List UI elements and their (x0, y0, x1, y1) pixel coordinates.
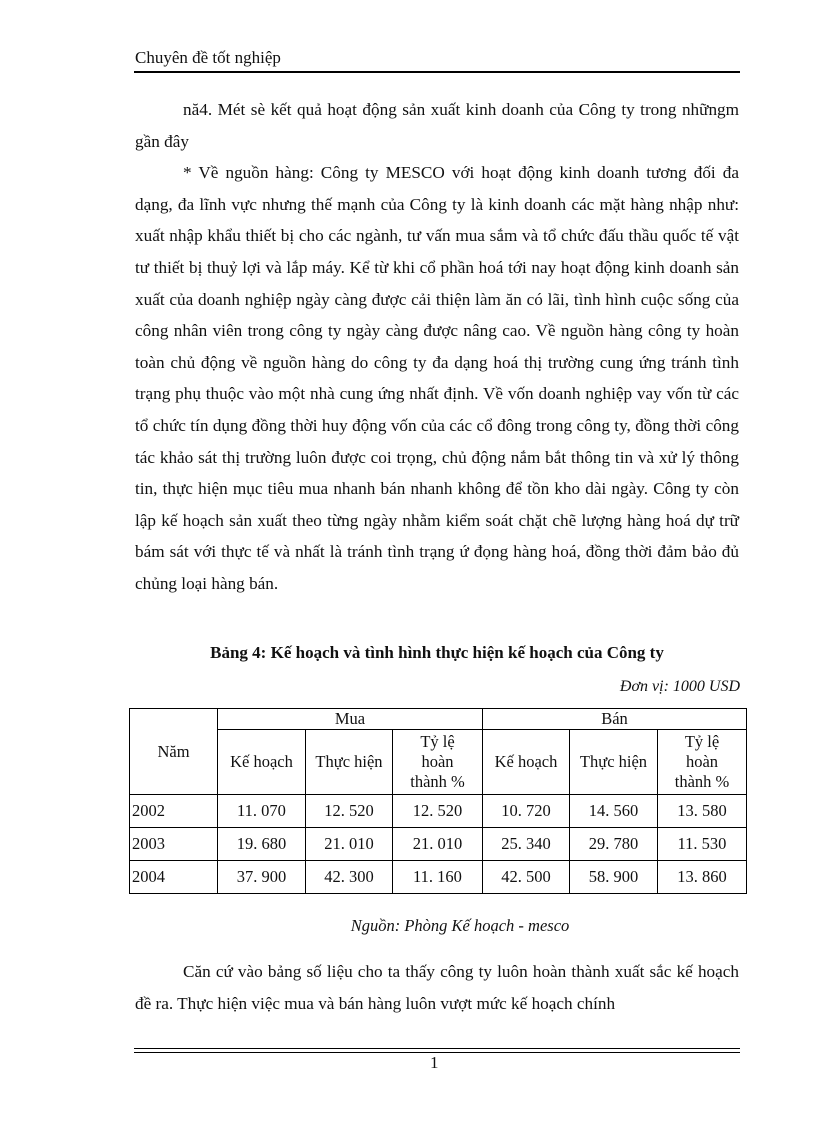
footer-rule (134, 1048, 740, 1049)
group-buy: Mua (218, 709, 483, 730)
table-row (130, 861, 747, 894)
group-sell: Bán (483, 709, 747, 730)
sell-actual-header: Thực hiện (570, 730, 658, 795)
cell-year: 2002 (130, 795, 218, 828)
cell-buy-actual: 12. 520 (306, 795, 393, 828)
table-unit: Đơn vị: 1000 USD (619, 678, 740, 695)
table-caption: Bảng 4: Kế hoạch và tình hình thực hiện kế hoạch của Công ty (210, 643, 664, 662)
cell-sell-rate: 13. 860 (658, 861, 747, 894)
cell-sell-actual: 58. 900 (570, 861, 658, 894)
cell-buy-plan: 37. 900 (218, 861, 306, 894)
cell-buy-plan: 11. 070 (218, 795, 306, 828)
col-year: Năm (130, 709, 218, 795)
cell-sell-actual: 14. 560 (570, 795, 658, 828)
sell-plan-header: Kế hoạch (483, 730, 570, 795)
cell-buy-plan: 19. 680 (218, 828, 306, 861)
buy-plan-header: Kế hoạch (218, 730, 306, 795)
buy-actual-header: Thực hiện (306, 730, 393, 795)
conclusion-paragraph: Căn cứ vào bảng số liệu cho ta thấy công ty luôn hoàn thành xuất sắc kế hoạch đề ra. Thực hiện việc mua và bán hàng luôn vượt mức kế hoạch chính (135, 962, 739, 1013)
cell-year: 2003 (130, 828, 218, 861)
sell-rate-header: Tỷ lệ hoàn thành % (658, 730, 747, 795)
table-source: Nguồn: Phòng Kế hoạch - mesco (350, 916, 570, 935)
header-rule (134, 71, 740, 73)
cell-buy-rate: 21. 010 (393, 828, 483, 861)
cell-sell-plan: 25. 340 (483, 828, 570, 861)
cell-year: 2004 (130, 861, 218, 894)
cell-sell-plan: 10. 720 (483, 795, 570, 828)
buy-rate-header: Tỷ lệ hoàn thành % (393, 730, 483, 795)
table-row (130, 795, 747, 828)
table-row (130, 828, 747, 861)
sourcing-paragraph: * Về nguồn hàng: Công ty MESCO với hoạt động kinh doanh tương đối đa dạng, đa lĩnh vực nhưng thế mạnh của Công ty là kinh doanh các mặt hàng nhập như: xuất nhập khẩu thiết bị cho các ngành, tư vấn mua sắm và tổ chức đấu thầu quốc tế vật tư thiết bị thuỷ lợi và lắp máy. Kể từ khi cổ phần hoá tới nay hoạt động kinh doanh sản xuất của doanh nghiệp ngày càng được cải thiện làm ăn có lãi, tình hình cuộc sống của công nhân viên trong công ty ngày càng được nâng cao. Về nguồn hàng công ty hoàn toàn chủ động về nguồn hàng do công ty đa dạng hoá thị trường cung ứng tránh tình trạng phụ thuộc vào một nhà cung ứng nhất định. Về vốn doanh nghiệp vay vốn từ các tổ chức tín dụng đồng thời huy động vốn của các cổ đông trong công ty, đồng thời công tác khảo sát thị trường luôn được coi trọng, chủ động nắm bắt thông tin và xử lý thông tin, thực hiện mục tiêu mua nhanh bán nhanh không để tồn kho dài ngày. Công ty còn lập kế hoạch sản xuất theo từng ngày nhằm kiểm soát chặt chẽ lượng hàng hoá dự trữ bám sát với thực tế và nhất là tránh tình trạng ứ đọng hàng hoá, đồng thời đảm bảo đủ chủng loại hàng bán. (135, 163, 739, 593)
conclusion-text (135, 956, 739, 1019)
cell-sell-rate: 11. 530 (658, 828, 747, 861)
running-header: Chuyên đề tốt nghiệp (135, 48, 281, 67)
cell-sell-actual: 29. 780 (570, 828, 658, 861)
cell-sell-plan: 42. 500 (483, 861, 570, 894)
body-text (135, 94, 739, 600)
plan-table (129, 708, 747, 894)
table-header-row (130, 709, 747, 730)
cell-buy-rate: 12. 520 (393, 795, 483, 828)
cell-buy-actual: 21. 010 (306, 828, 393, 861)
cell-buy-rate: 11. 160 (393, 861, 483, 894)
table-subheader-row (130, 730, 747, 795)
cell-sell-rate: 13. 580 (658, 795, 747, 828)
section-heading: nă4. Mét sè kết quả hoạt động sản xuất kinh doanh của Công ty trong nhữngm gần đây (135, 100, 739, 151)
page-number: 1 (430, 1053, 439, 1072)
cell-buy-actual: 42. 300 (306, 861, 393, 894)
